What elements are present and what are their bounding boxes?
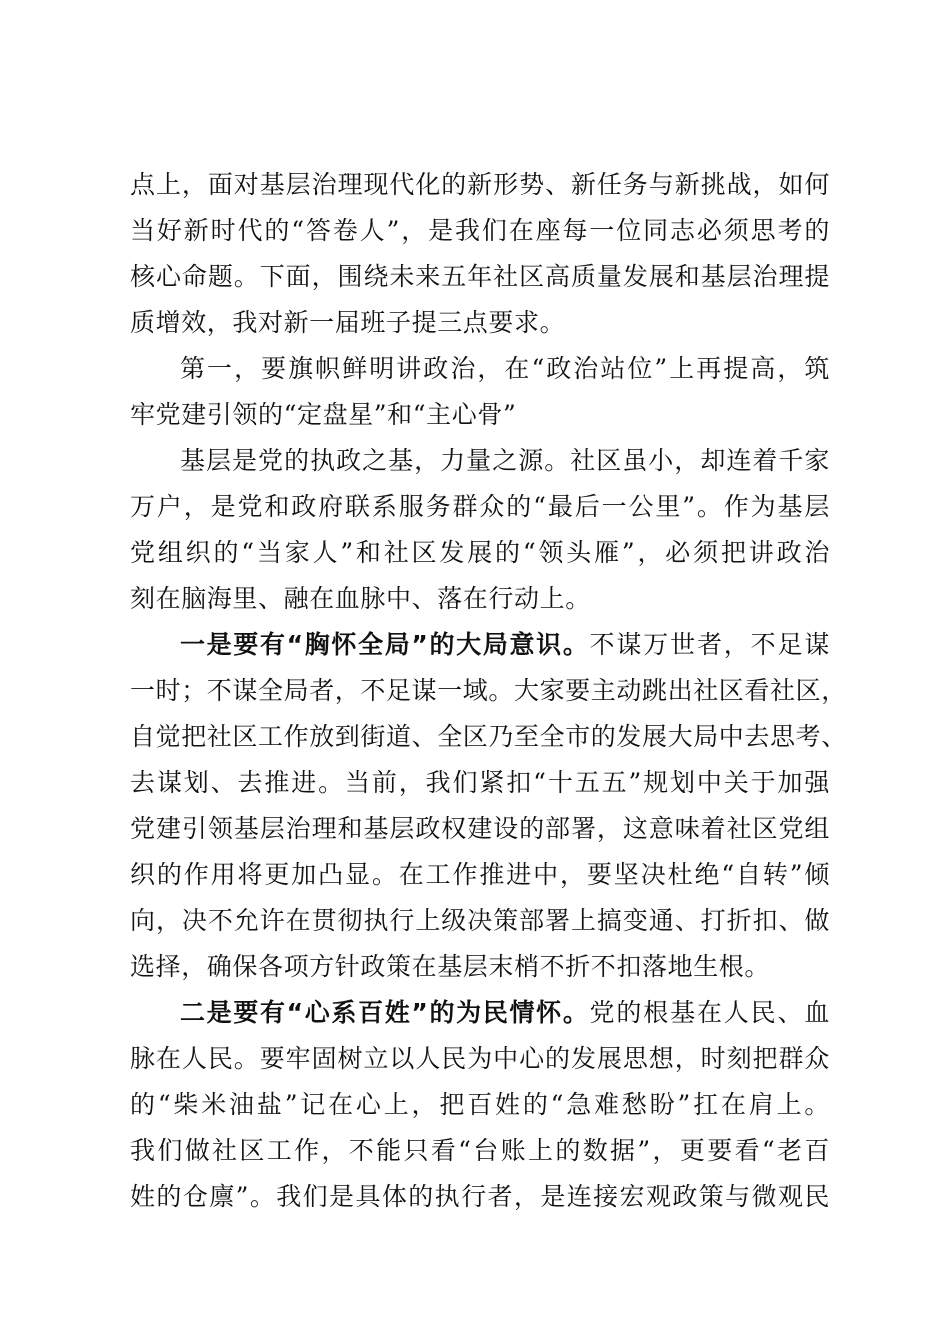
text-line: 我们做社区工作，不能只看“台账上的数据”，更要看“老百 (130, 1136, 830, 1165)
text-line: 姓的仓廪”。我们是具体的执行者，是连接宏观政策与微观民 (130, 1182, 830, 1211)
paragraph-1 (130, 162, 830, 346)
text-line (130, 990, 830, 1036)
body-text (130, 162, 847, 1220)
text-line: 一时；不谋全局者，不足谋一域。大家要主动跳出社区看社区， (130, 676, 847, 705)
text-line (130, 622, 830, 668)
text-line: 向，决不允许在贯彻执行上级决策部署上搞变通、打折扣、做 (130, 906, 830, 935)
text-line: 党建引领基层治理和基层政权建设的部署，这意味着社区党组 (130, 814, 830, 843)
text-line: 质增效，我对新一届班子提三点要求。 (130, 308, 566, 337)
line-rest-text: 不谋万世者，不足谋 (589, 630, 830, 659)
text-line: 点上，面对基层治理现代化的新形势、新任务与新挑战，如何 (130, 170, 830, 199)
text-line: 选择，确保各项方针政策在基层末梢不折不扣落地生根。 (130, 952, 771, 981)
text-line: 万户，是党和政府联系服务群众的“最后一公里”。作为基层 (130, 492, 830, 521)
text-line: 去谋划、去推进。当前，我们紧扣“十五五”规划中关于加强 (130, 768, 830, 797)
bold-lead-text: 二是要有“心系百姓”的为民情怀。 (180, 998, 590, 1027)
line-rest-text: 党的根基在人民、血 (589, 998, 830, 1027)
paragraph-2-heading (130, 346, 830, 438)
text-line: 当好新时代的“答卷人”，是我们在座每一位同志必须思考的 (130, 216, 830, 245)
paragraph-5 (130, 990, 830, 1220)
text-line: 党组织的“当家人”和社区发展的“领头雁”，必须把讲政治 (130, 538, 830, 567)
text-line: 第一，要旗帜鲜明讲政治，在“政治站位”上再提高，筑 (180, 354, 830, 383)
text-line: 牢党建引领的“定盘星”和“主心骨” (130, 400, 517, 429)
text-line: 织的作用将更加凸显。在工作推进中，要坚决杜绝“自转”倾 (130, 860, 830, 889)
paragraph-4 (130, 622, 847, 990)
bold-lead-text: 一是要有“胸怀全局”的大局意识。 (180, 630, 590, 659)
text-line: 核心命题。下面，围绕未来五年社区高质量发展和基层治理提 (130, 262, 830, 291)
text-line: 刻在脑海里、融在血脉中、落在行动上。 (130, 584, 591, 613)
text-line: 脉在人民。要牢固树立以人民为中心的发展思想，时刻把群众 (130, 1044, 830, 1073)
text-line: 自觉把社区工作放到街道、全区乃至全市的发展大局中去思考、 (130, 722, 847, 751)
text-line: 基层是党的执政之基，力量之源。社区虽小，却连着千家 (180, 446, 830, 475)
paragraph-3 (130, 438, 830, 622)
text-line: 的“柴米油盐”记在心上，把百姓的“急难愁盼”扛在肩上。 (130, 1090, 830, 1119)
